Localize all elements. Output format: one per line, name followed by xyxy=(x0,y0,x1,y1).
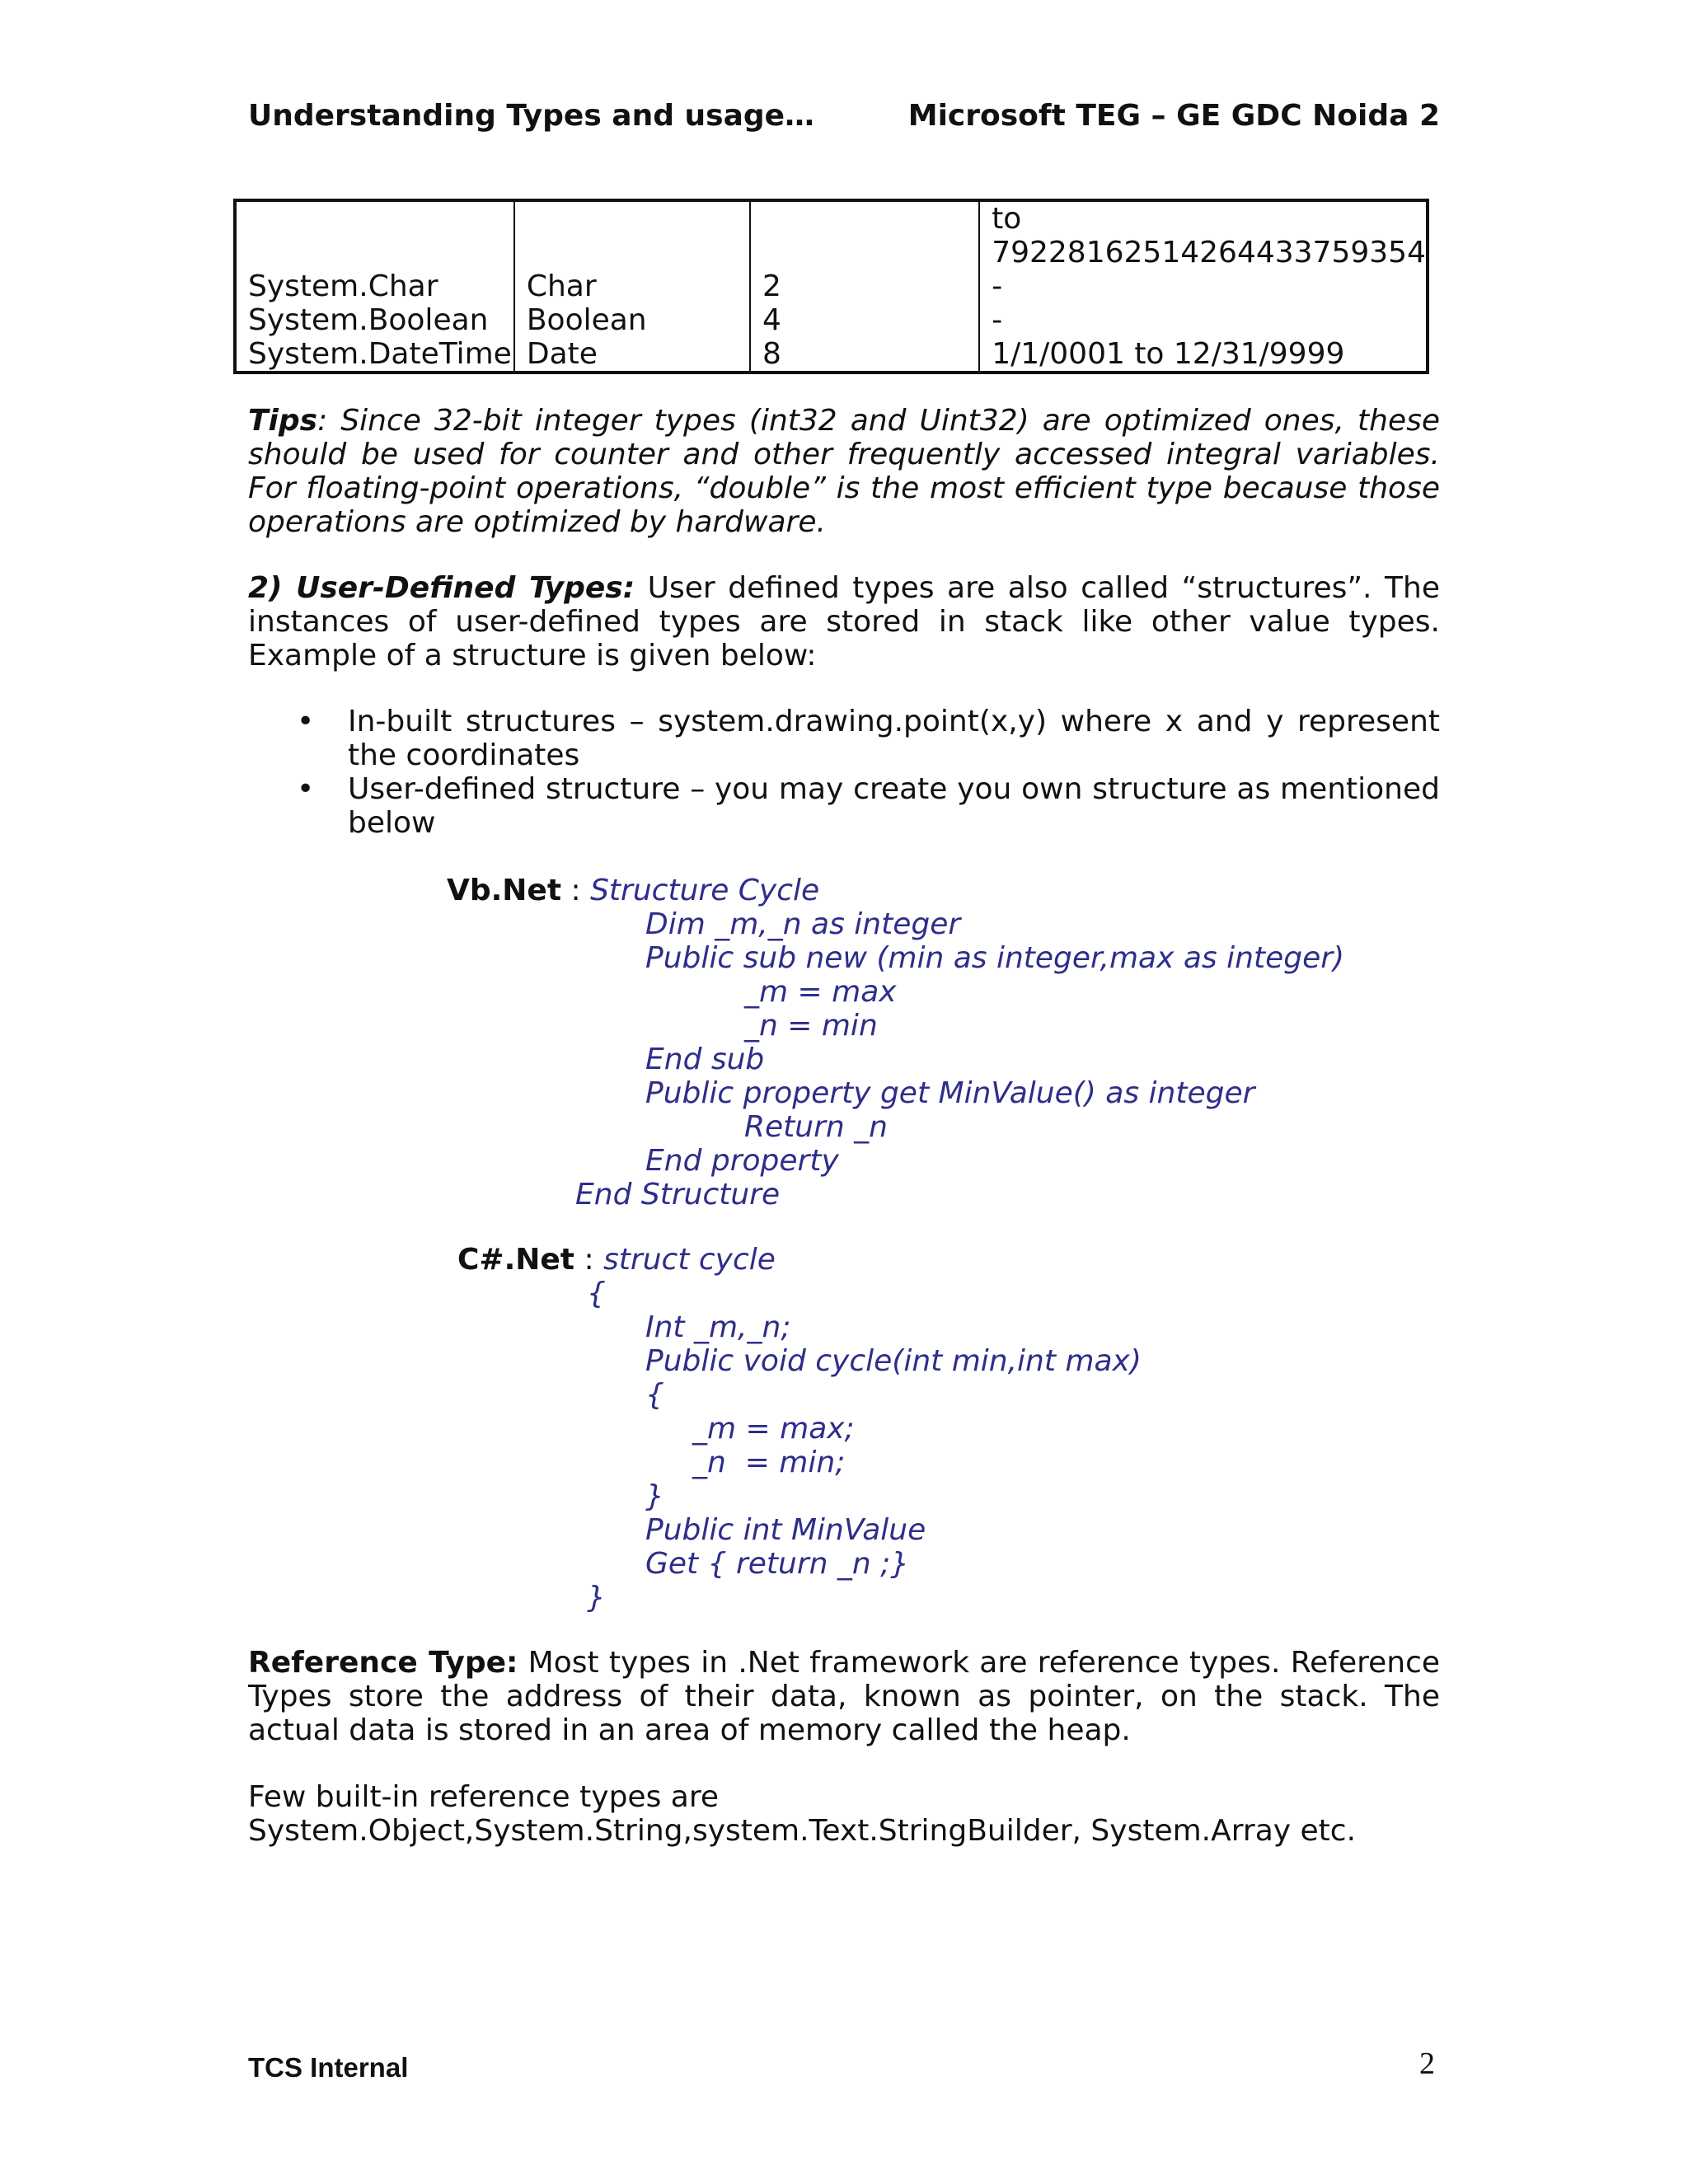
code-line: Structure Cycle xyxy=(590,874,820,907)
table-cell xyxy=(514,236,750,269)
code-line: Public sub new (min as integer,max as integer) xyxy=(645,941,1345,975)
code-line: _m = max xyxy=(744,975,897,1009)
code-line: } xyxy=(587,1581,606,1615)
table-cell: - xyxy=(979,269,1428,303)
table-cell xyxy=(750,236,979,269)
builtin-line-2: System.Object,System.String,system.Text.StringBuilder, System.Array etc. xyxy=(248,1814,1357,1848)
bullet-icon: • xyxy=(297,705,315,738)
cs-label: C#.Net xyxy=(457,1243,575,1277)
code-line: Public int MinValue xyxy=(645,1513,926,1547)
table-cell: Date xyxy=(514,337,750,373)
table-row xyxy=(235,236,1428,269)
code-line: struct cycle xyxy=(603,1243,776,1277)
reference-label: Reference Type: xyxy=(248,1646,518,1680)
code-line: Public void cycle(int min,int max) xyxy=(645,1344,1142,1378)
table-cell: 8 xyxy=(750,337,979,373)
table-cell xyxy=(235,200,514,236)
bullet-text: In-built structures – system.drawing.point(x,y) where x and y represent the coordinates xyxy=(348,705,1440,772)
header-title: Understanding Types and usage… xyxy=(248,99,815,133)
tips-text: : Since 32-bit integer types (int32 and Uint32) are optimized ones, these should be used for counter and other frequently accessed integral variables. For floating-point operations, “double” is the most efficient type because those operations are optimized by hardware. xyxy=(248,404,1440,539)
table-cell xyxy=(514,200,750,236)
list-item xyxy=(248,772,1440,840)
table-cell xyxy=(235,236,514,269)
vb-label: Vb.Net xyxy=(447,874,562,907)
code-line: { xyxy=(645,1378,664,1412)
user-defined-label: 2) User-Defined Types: xyxy=(248,571,635,605)
bullet-text: User-defined structure – you may create you own structure as mentioned below xyxy=(348,772,1440,840)
table-cell: System.Char xyxy=(235,269,514,303)
code-line: End sub xyxy=(645,1043,765,1076)
code-line: End property xyxy=(645,1144,839,1178)
table-cell: 2 xyxy=(750,269,979,303)
code-line: Int _m,_n; xyxy=(645,1310,791,1344)
cs-colon: : xyxy=(574,1243,604,1277)
code-line: Return _n xyxy=(744,1110,888,1144)
table-cell: System.DateTime xyxy=(235,337,514,373)
builtin-line-1: Few built-in reference types are xyxy=(248,1780,719,1814)
footer-label: TCS Internal xyxy=(248,2052,409,2083)
table-cell: 79228162514264433759354 xyxy=(979,236,1428,269)
table-cell: 1/1/0001 to 12/31/9999 xyxy=(979,337,1428,373)
table-cell: - xyxy=(979,303,1428,337)
reference-paragraph xyxy=(248,1646,1440,1747)
types-table xyxy=(233,199,1429,374)
code-line: End Structure xyxy=(575,1178,781,1212)
table-cell: Char xyxy=(514,269,750,303)
code-line: Dim _m,_n as integer xyxy=(645,907,961,941)
code-line: } xyxy=(645,1479,664,1513)
user-defined-text: User defined types are also called “structures”. The instances of user-defined types are stored in stack like other value types. Example of a structure is given below: xyxy=(248,571,1440,673)
header-org: Microsoft TEG – GE GDC Noida 2 xyxy=(907,99,1440,133)
code-line: { xyxy=(587,1277,606,1310)
page-number: 2 xyxy=(1419,2046,1435,2081)
tips-label: Tips xyxy=(248,404,318,438)
vb-code-first-line xyxy=(447,874,819,907)
vb-colon: : xyxy=(561,874,591,907)
list-item xyxy=(248,705,1440,772)
code-line: Get { return _n ;} xyxy=(645,1547,910,1581)
table-cell: Boolean xyxy=(514,303,750,337)
table-cell: 4 xyxy=(750,303,979,337)
code-line: _m = max; xyxy=(692,1412,855,1446)
code-line: _n = min; xyxy=(692,1446,846,1479)
bullet-icon: • xyxy=(297,772,315,806)
bullet-list xyxy=(248,705,1440,840)
reference-text: Most types in .Net framework are reference types. Reference Types store the address of their data, known as pointer, on the stack. The actual data is stored in an area of memory called the heap. xyxy=(248,1646,1441,1747)
cs-code-first-line xyxy=(457,1243,776,1277)
table-cell xyxy=(750,200,979,236)
table-cell: to xyxy=(979,200,1428,236)
user-defined-paragraph xyxy=(248,571,1440,673)
code-line: Public property get MinValue() as integer xyxy=(645,1076,1255,1110)
code-line: _n = min xyxy=(744,1009,878,1043)
table-cell: System.Boolean xyxy=(235,303,514,337)
table-row xyxy=(235,269,1428,303)
table-row xyxy=(235,200,1428,236)
tips-paragraph xyxy=(248,404,1440,539)
table-row xyxy=(235,303,1428,337)
table-row xyxy=(235,337,1428,373)
